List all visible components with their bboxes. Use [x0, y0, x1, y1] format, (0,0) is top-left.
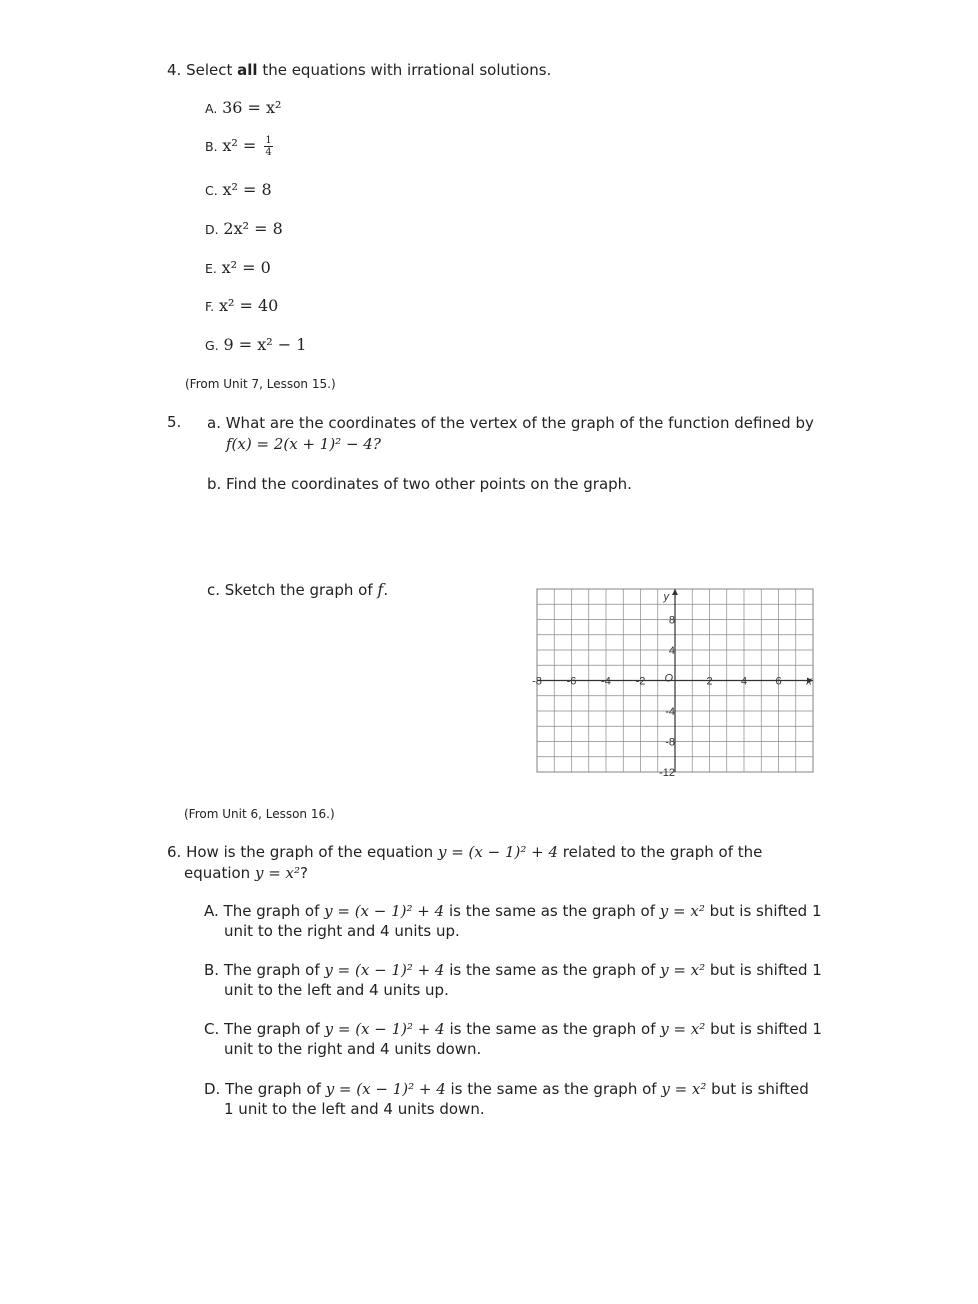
- fraction-numerator: 1: [265, 135, 272, 146]
- option-letter: B.: [204, 961, 220, 979]
- fraction-denominator: 4: [265, 147, 272, 158]
- q5-part-c: [207, 580, 388, 599]
- x-tick-label: 4: [740, 675, 748, 688]
- q4-option-c[interactable]: [205, 180, 272, 199]
- q4-prompt: [167, 61, 551, 79]
- q6-prompt-line2-pre: equation: [184, 864, 255, 882]
- x-tick-label: 2: [706, 675, 713, 688]
- q5-part-b: b. Find the coordinates of two other points on the graph.: [207, 475, 632, 493]
- option-letter: D.: [205, 222, 219, 237]
- x-tick-label: -8: [532, 675, 542, 688]
- q4-number: 4.: [167, 61, 182, 79]
- q4-prompt-pre: Select: [186, 61, 238, 79]
- option-letter: F.: [205, 299, 215, 314]
- option-letter: A.: [205, 101, 218, 116]
- option-text: The graph of: [223, 961, 325, 979]
- q6-prompt-pre: How is the graph of the equation: [186, 843, 438, 861]
- q4-source: (From Unit 7, Lesson 15.): [185, 377, 336, 391]
- option-equation: 36 = x²: [222, 98, 282, 117]
- option-text-post: but is shifted 1: [705, 1020, 822, 1038]
- q5-part-c-text: c. Sketch the graph of: [207, 581, 378, 599]
- x-tick-label: 6: [775, 675, 782, 688]
- option-letter: C.: [204, 1020, 220, 1038]
- option-letter: C.: [205, 183, 218, 198]
- q5-source: (From Unit 6, Lesson 16.): [184, 807, 335, 821]
- option-text-post: but is shifted 1: [705, 961, 822, 979]
- option-line2: unit to the right and 4 units up.: [224, 922, 460, 940]
- option-equation: 9 = x² − 1: [223, 335, 307, 354]
- q4-option-b[interactable]: [205, 135, 273, 158]
- option-equation: x² = 0: [221, 258, 271, 277]
- y-axis-label: y: [663, 591, 669, 603]
- option-eq1: y = (x − 1)² + 4: [324, 1020, 445, 1038]
- option-eq2: y = x²: [659, 902, 705, 920]
- x-tick-label: -6: [566, 675, 577, 688]
- y-tick-label: -8: [665, 736, 675, 749]
- q6-prompt-eq: y = (x − 1)² + 4: [437, 843, 559, 861]
- q5-part-a: a. What are the coordinates of the vertex of the graph of the function defined by: [207, 414, 814, 432]
- q5-part-a-equation: f(x) = 2(x + 1)² − 4?: [226, 435, 381, 453]
- option-letter: A.: [204, 902, 219, 920]
- option-text-post: but is shifted 1: [704, 902, 822, 920]
- q4-option-f[interactable]: [205, 296, 278, 315]
- q6-prompt-line2-post: ?: [300, 864, 308, 882]
- q4-option-e[interactable]: [205, 258, 271, 277]
- option-text-mid: is the same as the graph of: [445, 1080, 662, 1098]
- option-eq1: y = (x − 1)² + 4: [324, 961, 445, 979]
- q6-prompt: [167, 843, 762, 861]
- q6-prompt-line2: [184, 864, 308, 882]
- x-tick-label: -4: [601, 675, 611, 688]
- option-eq2: y = x²: [661, 1080, 707, 1098]
- axes: [537, 589, 813, 772]
- q6-prompt-post: related to the graph of the: [558, 843, 763, 861]
- q5-part-c-post: .: [383, 581, 389, 599]
- option-text-mid: is the same as the graph of: [444, 1020, 661, 1038]
- q6-number: 6.: [167, 843, 182, 861]
- q6-prompt-line2-eq: y = x²: [254, 864, 301, 882]
- option-eq2: y = x²: [660, 961, 706, 979]
- q6-option-b[interactable]: [204, 961, 822, 999]
- option-line2: 1 unit to the left and 4 units down.: [224, 1100, 485, 1118]
- option-text-post: but is shifted: [706, 1080, 809, 1098]
- x-axis-label: x: [806, 675, 812, 688]
- q6-option-d[interactable]: [204, 1080, 809, 1118]
- q6-option-c[interactable]: [204, 1020, 822, 1058]
- q4-option-g[interactable]: [205, 335, 306, 354]
- option-text: The graph of: [224, 1020, 325, 1038]
- option-letter: G.: [205, 338, 219, 353]
- y-tick-label: -12: [659, 767, 675, 779]
- option-letter: E.: [205, 261, 217, 276]
- option-letter: D.: [204, 1080, 221, 1098]
- coordinate-grid[interactable]: [530, 583, 820, 779]
- y-tick-label: 4: [668, 645, 675, 657]
- q6-option-a[interactable]: [204, 902, 822, 940]
- y-tick-label: 8: [668, 614, 675, 627]
- y-tick-label: -4: [665, 706, 675, 718]
- option-line2: unit to the right and 4 units down.: [224, 1040, 482, 1058]
- q4-option-a[interactable]: [205, 98, 281, 117]
- option-letter: B.: [205, 139, 218, 154]
- option-equation: x² =: [222, 136, 262, 155]
- option-text: The graph of: [223, 902, 325, 920]
- option-equation: x² = 8: [222, 180, 272, 199]
- x-tick-label: -2: [635, 675, 646, 688]
- q5-part-c-var: f: [377, 580, 384, 599]
- option-text-mid: is the same as the graph of: [444, 902, 660, 920]
- option-line2: unit to the left and 4 units up.: [224, 981, 449, 999]
- y-axis-arrow: [672, 589, 678, 595]
- origin-label: O: [664, 672, 673, 685]
- option-equation: 2x² = 8: [223, 219, 283, 238]
- q4-prompt-post: the equations with irrational solutions.: [257, 61, 552, 79]
- option-text-mid: is the same as the graph of: [444, 961, 661, 979]
- fraction: [264, 135, 272, 158]
- option-eq1: y = (x − 1)² + 4: [325, 1080, 446, 1098]
- option-eq1: y = (x − 1)² + 4: [324, 902, 445, 920]
- q4-prompt-bold: all: [237, 61, 258, 79]
- q5-number: 5.: [167, 413, 182, 431]
- q4-option-d[interactable]: [205, 219, 283, 238]
- option-equation: x² = 40: [218, 296, 279, 315]
- option-eq2: y = x²: [660, 1020, 706, 1038]
- option-text: The graph of: [225, 1080, 326, 1098]
